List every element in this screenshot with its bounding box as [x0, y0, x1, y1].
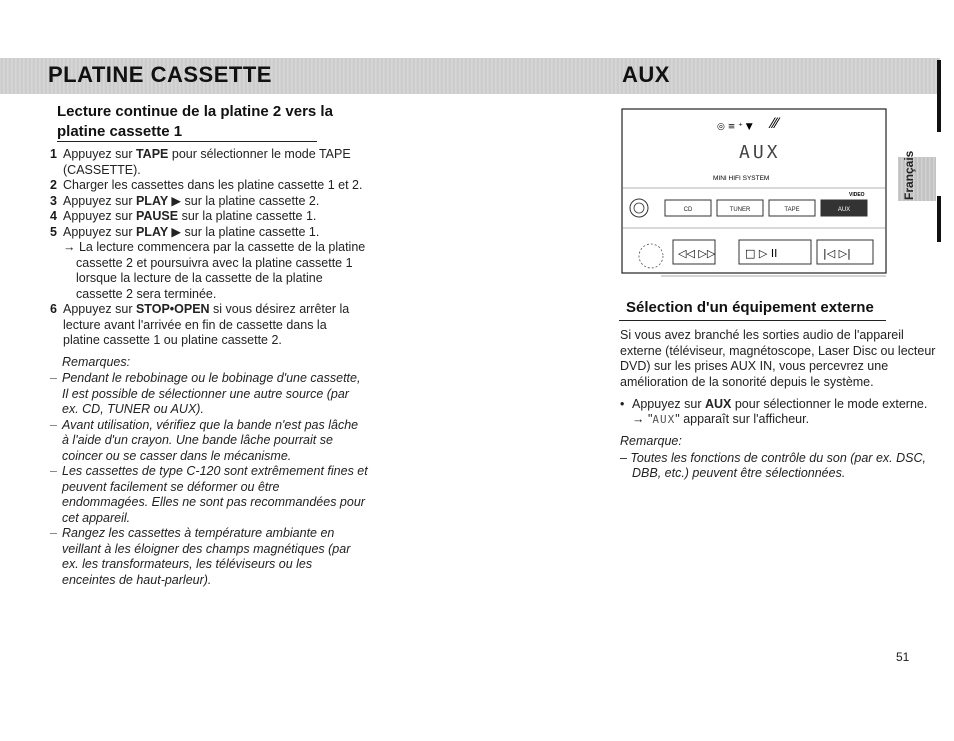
- remark-line: à l'aide d'un crayon. Une bande lâche pourrait se: [62, 433, 333, 447]
- step-text-segment: Appuyez sur: [63, 147, 136, 161]
- step-text: [63, 194, 319, 210]
- remark-line: endommagées. Elles ne sont pas recommandées pour: [62, 495, 365, 509]
- step-number: 2: [50, 178, 57, 192]
- aux-paragraph-line: amélioration de la sonorité depuis le système.: [620, 374, 874, 389]
- remark-line: Pendant le rebobinage ou le bobinage d'une cassette,: [62, 371, 361, 385]
- edge-bar-mid: [937, 196, 941, 242]
- svg-text:□ ▷ ⅠⅠ: □ ▷ ⅠⅠ: [745, 247, 778, 260]
- step-text-segment: PLAY ▶: [135, 193, 182, 208]
- aux-arrow-display: AUX: [652, 413, 676, 426]
- step6-bold: STOP•OPEN: [135, 302, 210, 316]
- svg-text:|◁ ▷|: |◁ ▷|: [823, 247, 851, 260]
- step-text: [63, 147, 351, 163]
- device-display: AUX: [739, 142, 781, 163]
- device-illustration: [621, 108, 887, 286]
- remark-line: veillant à les éloigner des champs magnétiques (par: [62, 541, 351, 556]
- step-text-segment: (CASSETTE).: [63, 162, 141, 177]
- step5-result-line: cassette 2 et poursuivra avec la platine cassette 1: [76, 255, 353, 270]
- remark-dash: –: [50, 371, 57, 385]
- aux-remark-line1: – Toutes les fonctions de contrôle du son (par ex. DSC,: [620, 451, 926, 465]
- aux-paragraph-line: externe (téléviseur, magnétoscope, Laser Disc ou lecteur: [620, 343, 936, 358]
- step-text-segment: Charger les cassettes dans les platine cassette 1 et 2.: [63, 178, 363, 192]
- step-number: 4: [50, 209, 57, 223]
- svg-text:◁◁ ▷▷: ◁◁ ▷▷: [678, 247, 716, 260]
- device-source-label: TUNER: [729, 207, 751, 213]
- aux-subheading-rule: [619, 320, 886, 321]
- remark-line: ex. CD, TUNER ou AUX).: [62, 402, 204, 416]
- aux-bullet-pre: Appuyez sur: [632, 397, 705, 411]
- device-source-label: CD: [683, 207, 693, 213]
- device-video-label: VIDEO: [849, 192, 865, 198]
- step-text-segment: Appuyez sur: [63, 209, 136, 223]
- step-text-segment: sur la platine cassette 1.: [181, 224, 320, 239]
- step-text: [63, 209, 316, 225]
- device-brand: MINI HIFI SYSTEM: [713, 175, 770, 182]
- step6-line: lecture avant l'arrivée en fin de cassette dans la: [63, 317, 327, 332]
- remark-line: Avant utilisation, vérifiez que la bande n'est pas lâche: [62, 417, 359, 432]
- aux-arrow-post: " apparaît sur l'afficheur.: [675, 412, 810, 426]
- aux-paragraph-line: DVD) sur les prises AUX IN, vous percevrez une: [620, 359, 889, 373]
- aux-bullet-post: pour sélectionner le mode externe.: [731, 397, 928, 411]
- step5-result-line: cassette 2 sera terminée.: [76, 286, 217, 301]
- svg-text:⁄⁄⁄: ⁄⁄⁄: [771, 116, 779, 132]
- aux-remark-line2: DBB, etc.) peuvent être sélectionnées.: [632, 466, 846, 480]
- edge-bar-top: [937, 60, 941, 132]
- aux-paragraph-line: Si vous avez branché les sorties audio de l'appareil: [620, 328, 904, 342]
- remark-line: coincer ou se casser dans le mécanisme.: [62, 448, 292, 463]
- step-text-segment: Appuyez sur: [63, 224, 136, 239]
- step5-result-line: lorsque la lecture de la cassette de la platine: [76, 271, 323, 285]
- step-text-segment: sur la platine cassette 2.: [181, 193, 320, 208]
- subheading-rule: [57, 141, 317, 142]
- aux-bullet-dot: •: [620, 397, 625, 411]
- remark-line: cet appareil.: [62, 510, 131, 525]
- aux-arrow-pre: → ": [632, 412, 653, 426]
- remark-line: Rangez les cassettes à température ambiante en: [62, 526, 335, 540]
- step5-result-line: → La lecture commencera par la cassette de la platine: [63, 240, 366, 254]
- step-text-segment: sur la platine cassette 1.: [178, 209, 317, 223]
- remark-dash: –: [50, 417, 57, 432]
- aux-arrow-line: [632, 412, 809, 428]
- section-title-aux: AUX: [622, 62, 670, 87]
- aux-remark-title: Remarque:: [620, 434, 682, 448]
- aux-subheading: Sélection d'un équipement externe: [626, 299, 874, 316]
- step6-pre: Appuyez sur: [63, 302, 136, 316]
- step6-post: si vous désirez arrêter la: [209, 302, 350, 316]
- step-text-segment: TAPE: [135, 147, 169, 161]
- subheading-line2: platine cassette 1: [57, 123, 183, 140]
- aux-bullet: [632, 397, 927, 413]
- remark-line: Les cassettes de type C-120 sont extrêmement fines et: [62, 464, 368, 478]
- remark-line: Il est possible de sélectionner une autre source (par: [62, 386, 349, 401]
- subheading-line1: Lecture continue de la platine 2 vers la: [57, 103, 333, 120]
- step-text-segment: pour sélectionner le mode TAPE: [168, 147, 351, 161]
- svg-text:◎ ≡ ⁺ ▼: ◎ ≡ ⁺ ▼: [717, 122, 753, 132]
- step-number: 1: [50, 147, 57, 161]
- step-text: [63, 225, 319, 241]
- page-number: 51: [896, 650, 910, 664]
- step6-text: [63, 302, 349, 318]
- step-number: 6: [50, 302, 57, 316]
- step-number: 5: [50, 224, 57, 239]
- step-text-segment: PLAY ▶: [135, 224, 182, 239]
- remark-line: enceintes de haut-parleur).: [62, 572, 212, 587]
- remark-line: ex. les transformateurs, les téléviseurs ou les: [62, 557, 313, 571]
- step-text: [63, 178, 362, 194]
- step-text-segment: PAUSE: [135, 209, 179, 223]
- remarks-title: Remarques:: [62, 354, 131, 369]
- aux-bullet-bold: AUX: [704, 397, 732, 411]
- section-title-platine-cassette: PLATINE CASSETTE: [48, 62, 272, 87]
- device-source-label: AUX: [837, 207, 851, 213]
- step6-line: platine cassette 1 ou platine cassette 2.: [63, 333, 282, 347]
- remark-dash: –: [50, 464, 57, 478]
- step-text-segment: Appuyez sur: [63, 193, 136, 208]
- remark-line: peuvent facilement se déformer ou être: [62, 479, 280, 494]
- step-text: [63, 163, 141, 179]
- device-source-label: TAPE: [784, 207, 800, 213]
- language-tab-label: Français: [902, 150, 916, 200]
- step-number: 3: [50, 193, 57, 208]
- remark-dash: –: [50, 526, 57, 540]
